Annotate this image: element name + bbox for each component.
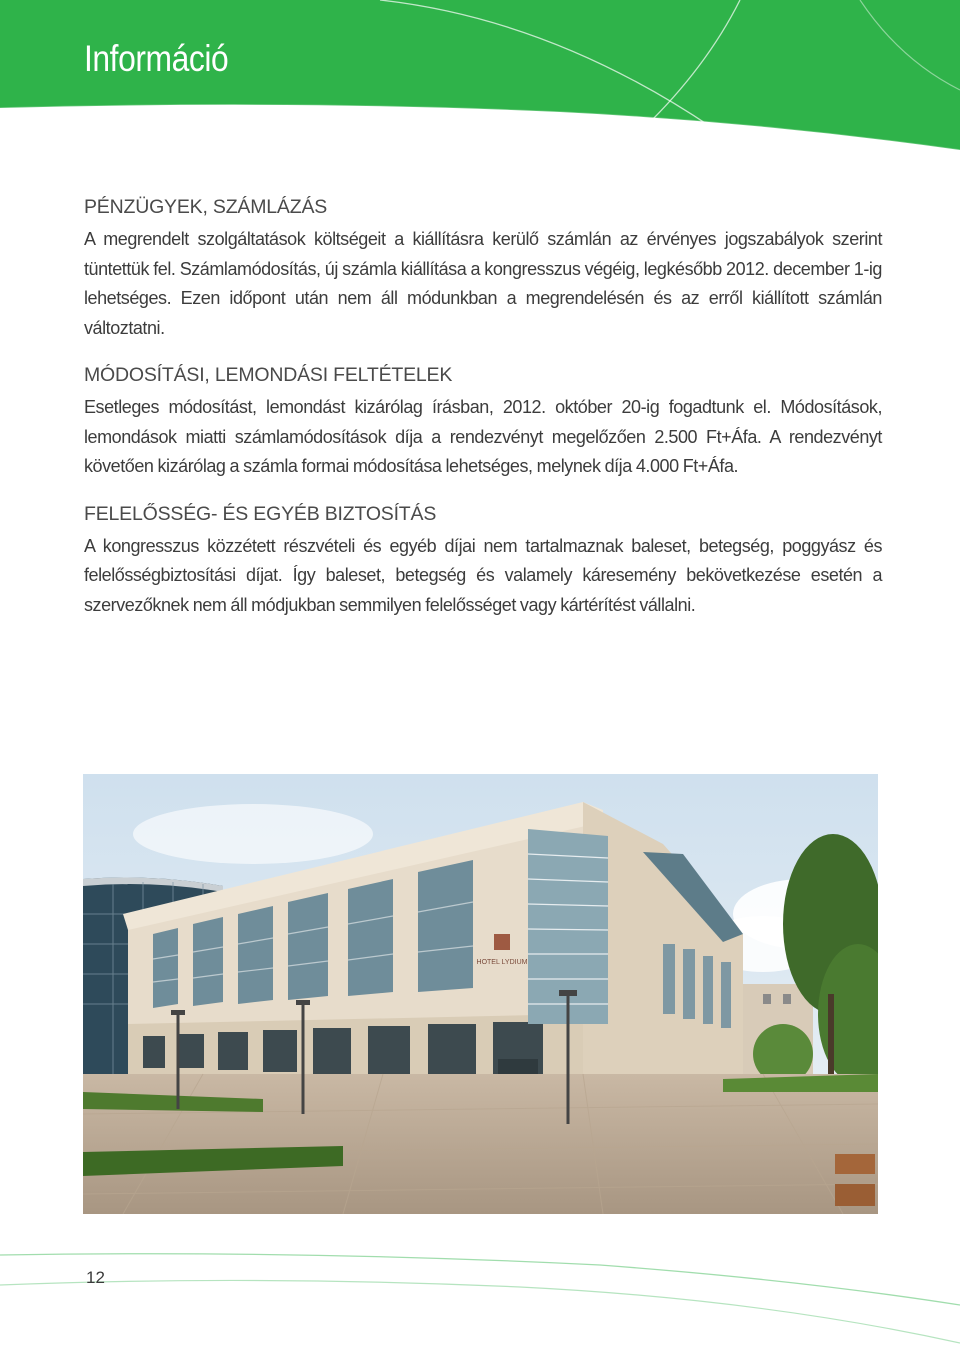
section-heading: FELELŐSSÉG- ÉS EGYÉB BIZTOSÍTÁS	[84, 502, 437, 525]
hotel-photo	[83, 774, 878, 1214]
page-title: Információ	[84, 38, 229, 79]
section-heading: MÓDOSÍTÁSI, LEMONDÁSI FELTÉTELEK	[84, 364, 453, 386]
page-number: 12	[86, 1268, 105, 1287]
section-modification-terms	[84, 361, 882, 482]
section-finances	[84, 193, 882, 343]
section-body: A megrendelt szolgáltatások költségeit a kiállításra kerülő számlán az érvényes jogszabályok szerint tüntettük fel. Számlamódosítás, új számla kiállítása a kongresszus végéig, legkésőbb 2012. december 1-ig lehetséges. Ezen időpont után nem áll módunkban a megrendelésén és az erről kiállított számlán változtatni.	[84, 229, 882, 338]
section-body: A kongresszus közzétett részvételi és egyéb díjai nem tartalmaznak baleset, betegség, poggyász és felelősségbiztosítási díjat. Így baleset, betegség és valamely káresemény bekövetkezése esetén a szervezőknek nem áll módjukban semmilyen felelősséget vagy kártérítést vállalni.	[84, 535, 882, 615]
section-heading: PÉNZÜGYEK, SZÁMLÁZÁS	[84, 196, 328, 218]
content-area	[84, 193, 882, 638]
hotel-sign: HOTEL LYDIUM	[476, 959, 528, 966]
footer-curves	[0, 1225, 960, 1352]
hotel-building-image	[83, 774, 878, 1214]
section-body: Esetleges módosítást, lemondást kizárólag írásban, 2012. október 20-ig fogadtunk el. Módosítások, lemondások miatti számlamódosítások díja a rendezvényt megelőzően 2.500 Ft+Áfa. A rendezvényt követően kizárólag a számla formai módosítása lehetséges, melynek díja 4.000 Ft+Áfa.	[84, 397, 882, 476]
section-insurance	[84, 500, 882, 621]
